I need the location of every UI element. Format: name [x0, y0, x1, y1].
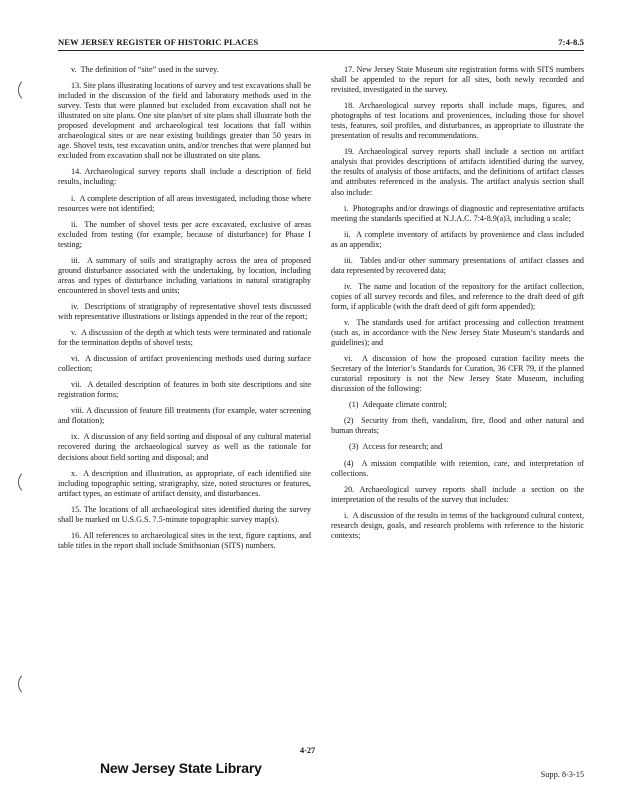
register-title: NEW JERSEY REGISTER OF HISTORIC PLACES	[58, 37, 259, 47]
list-item: iv. Descriptions of stratigraphy of representative shovel tests discussed with representative illustrations or listings appended in the rear of the report;	[58, 301, 311, 321]
punch-hole-mark	[18, 672, 41, 696]
sub-list-item: (3) Access for research; and	[349, 442, 443, 452]
paragraph: 19. Archaeological survey reports shall include a section on artifact analysis that provides descriptions of artifacts identified during the survey, the results of analysis of those artifacts, and the definitions of artifact classes and attributes referenced in the analysis. The artifact analysis section shall also include:	[331, 147, 584, 197]
paragraph: v. The definition of “site” used in the survey.	[71, 65, 219, 74]
sub-list-item: (2) Security from theft, vandalism, fire, flood and other natural and human threats;	[331, 416, 584, 436]
page-number: 4-27	[300, 746, 316, 755]
library-stamp: New Jersey State Library	[100, 760, 262, 776]
paragraph: 18. Archaeological survey reports shall include maps, figures, and photographs of test locations and proveniences, including those for shovel tests, features, soil profiles, and disturbances, as appropriate to illustrate the presentation of results and recommendations.	[331, 101, 584, 141]
list-item: iii. Tables and/or other summary presentations of artifact classes and data represented by recovered data;	[331, 255, 584, 275]
list-item: vi. A discussion of how the proposed curation facility meets the Secretary of the Interior’s Standards for Curation, 36 CFR 79, if the planned curatorial repository is not the New Jersey State Museum, including discussion of the following:	[331, 354, 584, 394]
list-item: i. Photographs and/or drawings of diagnostic and representative artifacts meeting the standards specified at N.J.A.C. 7:4-8.9(a)3, including a scale;	[331, 203, 584, 223]
paragraph: 13. Site plans illustrating locations of survey and test excavations shall be included in the discussion of the field and laboratory methods used in the survey. Tests that were planned but excluded from excavation shall not be illustrated on site plans. One site plan/set of site plans shall illustrate both the proposed development and archaeological test locations that fall within archaeological sites or are near existing buildings greater than 50 years in age. Shovel tests, test excavation units, and/or trenches that were planned but excluded from excavation shall not be illustrated on site plans.	[58, 81, 311, 161]
paragraph: 17. New Jersey State Museum site registration forms with SITS numbers shall be appended to the report for all sites, both newly recorded and revisited, investigated in the survey.	[331, 65, 584, 95]
list-item: vi. A discussion of artifact proveniencing methods used during surface collection;	[58, 354, 311, 374]
list-item: i. A discussion of the results in terms of the background cultural context, research design, goals, and research problems with reference to the historic contexts;	[331, 510, 584, 540]
punch-hole-mark	[18, 470, 41, 494]
sub-list-item: (4) A mission compatible with retention, care, and interpretation of collections.	[331, 458, 584, 478]
list-item: viii. A discussion of feature fill treatments (for example, water screening and flotation);	[58, 406, 311, 426]
left-column	[58, 65, 311, 557]
list-item: v. A discussion of the depth at which tests were terminated and rationale for the termination depths of shovel tests;	[58, 328, 311, 348]
page-header	[58, 37, 584, 51]
paragraph: 15. The locations of all archaeological sites identified during the survey shall be marked on U.S.G.S. 7.5-minute topographic survey map(s).	[58, 504, 311, 524]
list-item: iv. The name and location of the repository for the artifact collection, copies of all survey records and files, and reference to the draft deed of gift form, if applicable (with the draft deed of gift form appended);	[331, 281, 584, 311]
list-item: iii. A summary of soils and stratigraphy across the area of proposed ground disturbance associated with the undertaking, by location, including areas and types of disturbance including variations in natural stratigraphy encountered in shovel tests and units;	[58, 255, 311, 295]
list-item: i. A complete description of all areas investigated, including those where resources were not identified;	[58, 193, 311, 213]
paragraph: 16. All references to archaeological sites in the text, figure captions, and table titles in the report shall include Smithsonian (SITS) numbers.	[58, 530, 311, 550]
list-item: x. A description and illustration, as appropriate, of each identified site including topographic setting, stratigraphy, size, noted structures or features, artifact types, an estimate of artifact density, and disturbances.	[58, 468, 311, 498]
list-item: ii. A complete inventory of artifacts by provenience and class included as an appendix;	[331, 229, 584, 249]
section-code: 7:4-8.5	[558, 37, 584, 47]
list-item: v. The standards used for artifact processing and collection treatment (such as, in accordance with the New Jersey State Museum’s standards and guidelines); and	[331, 317, 584, 348]
list-item: vii. A detailed description of features in both site descriptions and site registration forms;	[58, 380, 311, 400]
list-item: ii. The number of shovel tests per acre excavated, exclusive of areas excluded from testing (for example, because of disturbance) for Phase I testing;	[58, 219, 311, 249]
paragraph: 14. Archaeological survey reports shall include a description of field results, including:	[58, 167, 311, 187]
paragraph: 20. Archaeological survey reports shall include a section on the interpretation of the results of the survey that includes:	[331, 484, 584, 504]
sub-list-item: (1) Adequate climate control;	[349, 400, 447, 410]
supplement-date: Supp. 8-3-15	[540, 770, 584, 779]
right-column	[331, 65, 584, 547]
punch-hole-mark	[18, 78, 41, 102]
list-item: ix. A discussion of any field sorting and disposal of any cultural material recovered during the archaeological survey as well as the rationale for decisions about field sorting and disposal; and	[58, 432, 311, 462]
